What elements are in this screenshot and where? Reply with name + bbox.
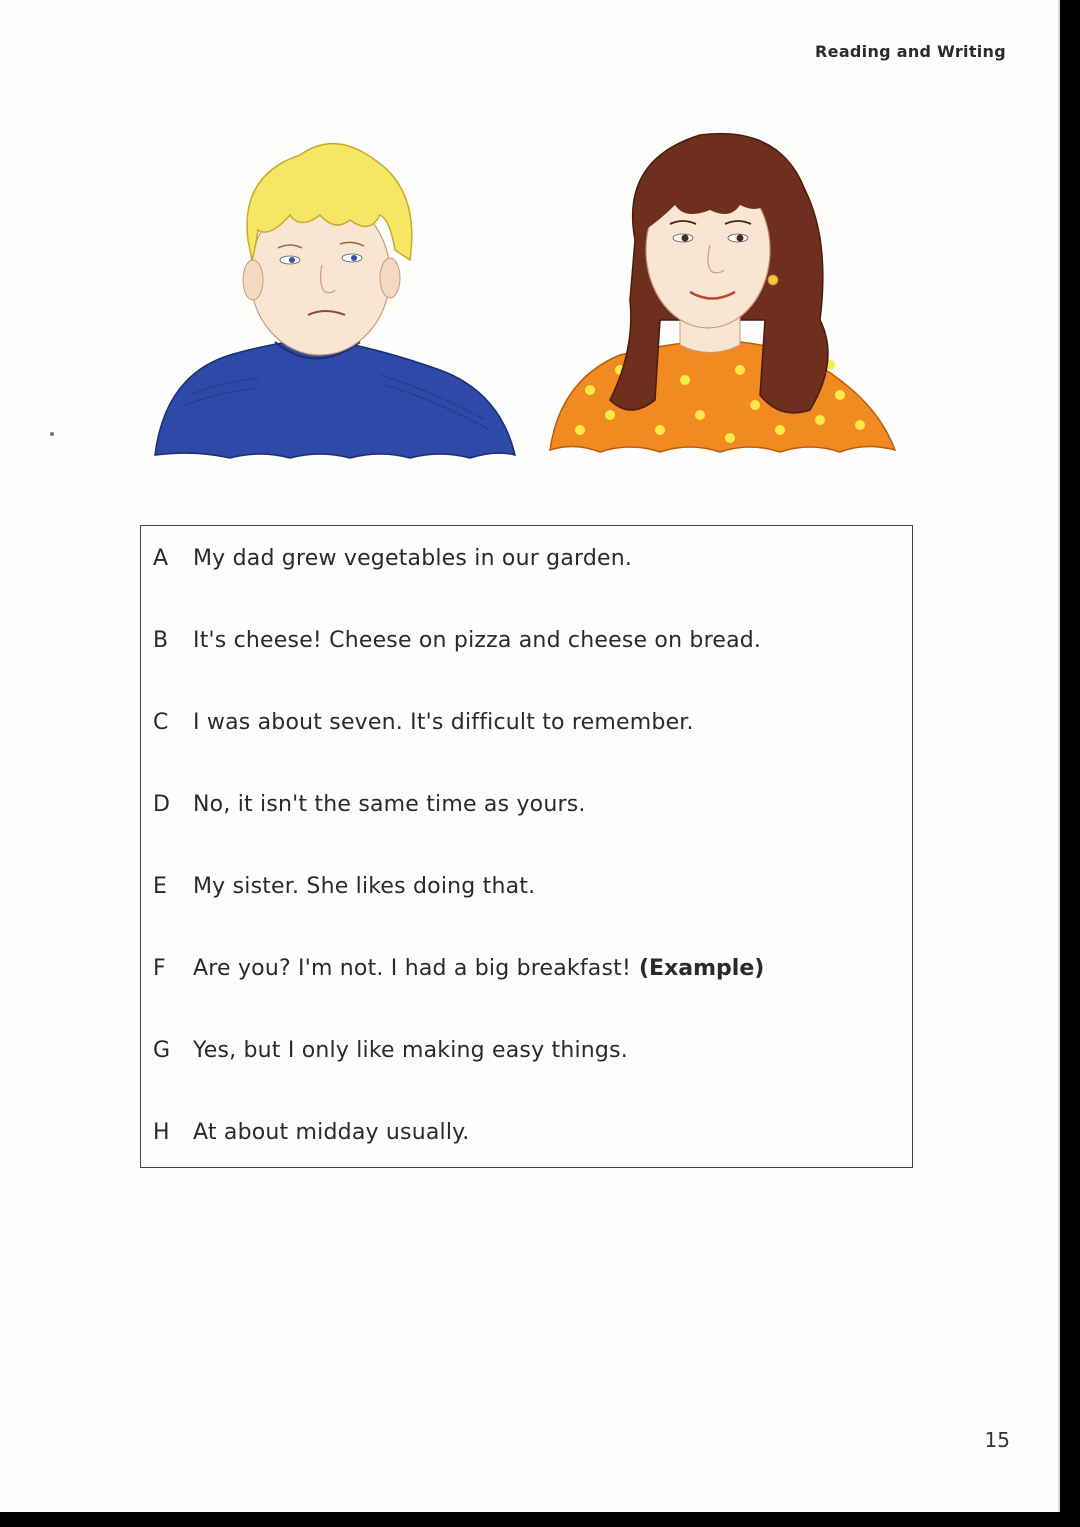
option-e bbox=[153, 866, 535, 906]
option-g bbox=[153, 1030, 628, 1070]
option-letter: D bbox=[153, 791, 170, 817]
option-letter: H bbox=[153, 1119, 170, 1145]
page-number: 15 bbox=[984, 1428, 1010, 1452]
option-text: I was about seven. It's difficult to remember. bbox=[193, 709, 694, 735]
option-letter: F bbox=[153, 955, 166, 981]
illustration bbox=[140, 120, 920, 470]
option-text: My sister. She likes doing that. bbox=[193, 873, 536, 899]
example-label: (Example) bbox=[639, 955, 765, 981]
scan-speck bbox=[50, 432, 54, 436]
option-f bbox=[153, 948, 764, 988]
option-text: Yes, but I only like making easy things. bbox=[193, 1037, 628, 1063]
option-b bbox=[153, 620, 761, 660]
boy-illustration bbox=[155, 144, 515, 458]
option-text: It's cheese! Cheese on pizza and cheese on bread. bbox=[193, 627, 762, 653]
answer-options-box bbox=[140, 525, 913, 1168]
option-c bbox=[153, 702, 694, 742]
option-d bbox=[153, 784, 586, 824]
option-letter: E bbox=[153, 873, 167, 899]
girl-illustration bbox=[550, 134, 895, 452]
option-h bbox=[153, 1112, 469, 1152]
option-text: At about midday usually. bbox=[193, 1119, 470, 1145]
option-letter: B bbox=[153, 627, 169, 653]
option-text: Are you? I'm not. I had a big breakfast! bbox=[193, 955, 631, 981]
option-letter: C bbox=[153, 709, 169, 735]
option-a bbox=[153, 538, 632, 578]
option-letter: A bbox=[153, 545, 169, 571]
option-text: No, it isn't the same time as yours. bbox=[193, 791, 586, 817]
option-letter: G bbox=[153, 1037, 171, 1063]
section-title: Reading and Writing bbox=[815, 42, 1006, 61]
option-text: My dad grew vegetables in our garden. bbox=[193, 545, 633, 571]
